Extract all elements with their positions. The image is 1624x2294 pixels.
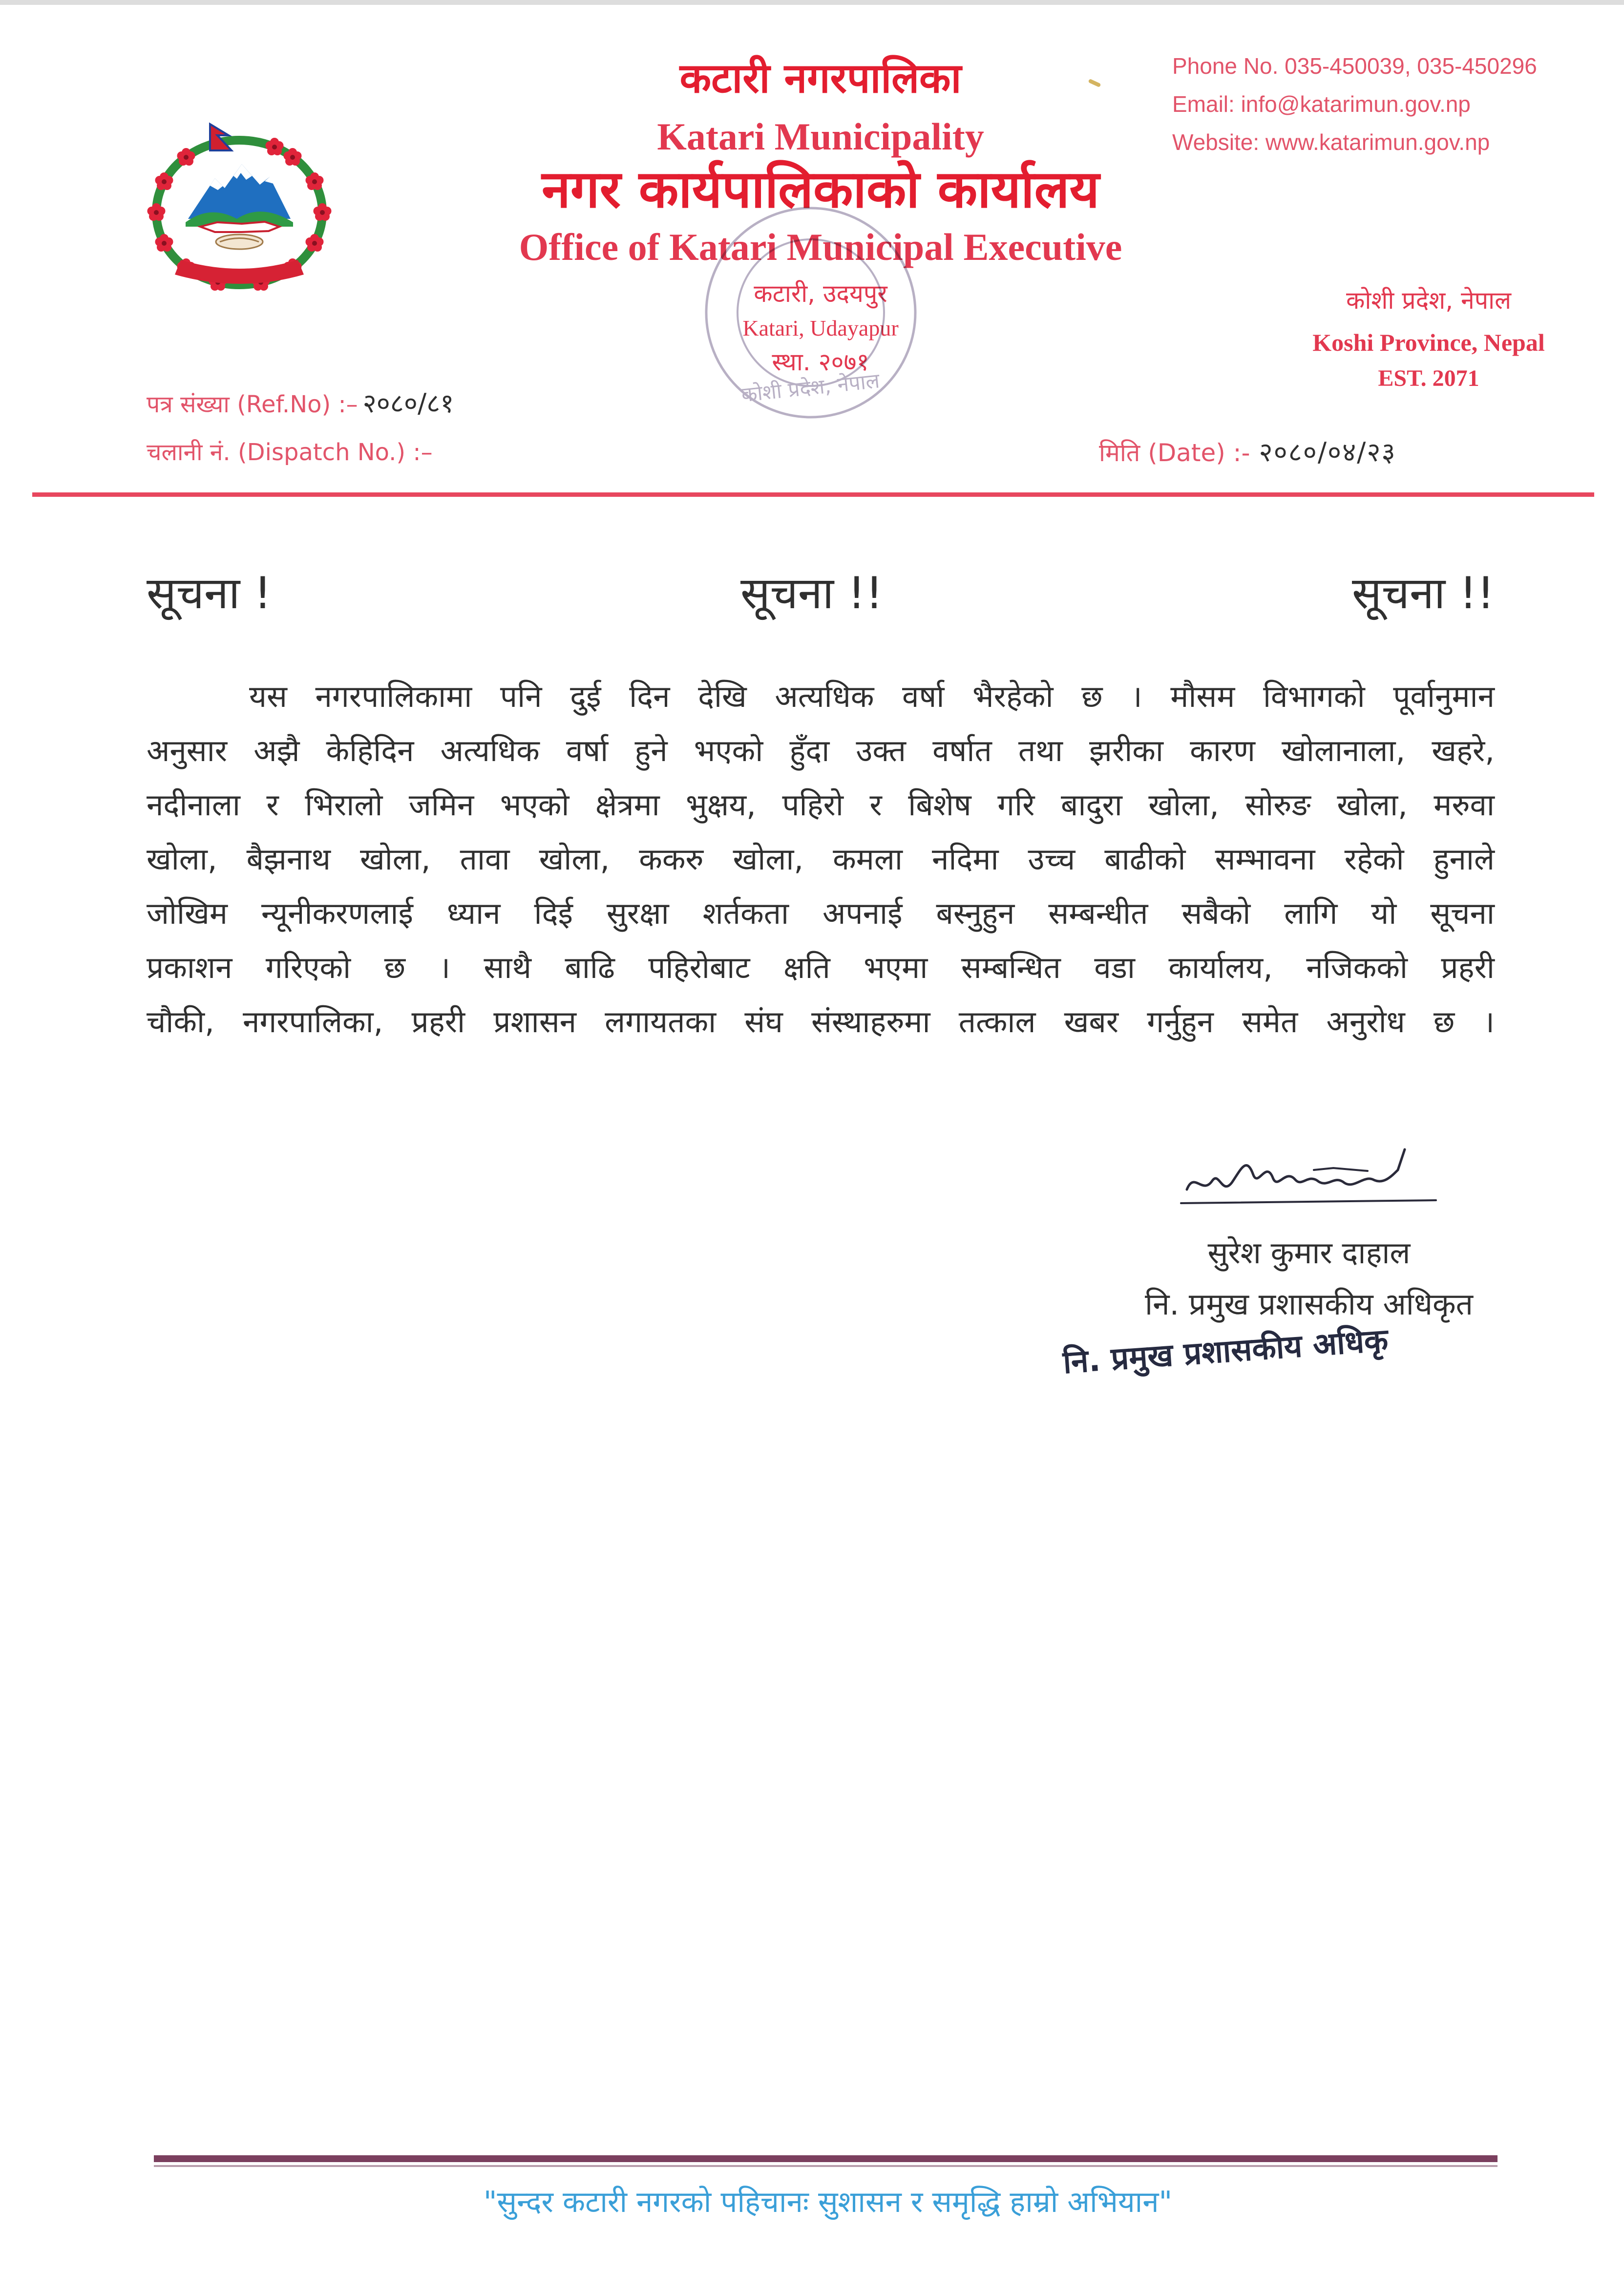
location-english: Katari, Udayapur	[742, 316, 899, 340]
notice-heading-right: सूचना !!	[1351, 568, 1495, 619]
municipality-name-english: Katari Municipality	[657, 115, 984, 158]
stamp-bottom-text: कोशी प्रदेश, नेपाल	[740, 368, 881, 407]
flower	[148, 203, 166, 221]
phone-number: Phone No. 035-450039, 035-450296	[1172, 53, 1537, 79]
signature-stroke	[1314, 1168, 1368, 1171]
body-line: प्रकाशन गरिएको छ । साथै बाढि पहिरोबाट क्षति भएमा सम्बन्धित वडा कार्यालय, नजिकको प्रहरी	[147, 950, 1495, 985]
footer-slogan: "सुन्दर कटारी नगरको पहिचानः सुशासन र समृद्धि हाम्रो अभियान"	[483, 2185, 1173, 2219]
date-value: २०८०/०४/२३	[1259, 437, 1396, 467]
signatory-name: सुरेश कुमार दाहाल	[1207, 1235, 1411, 1271]
designation-rubber-stamp: नि. प्रमुख प्रशासकीय अधिकृ	[1061, 1322, 1390, 1381]
notice-body	[147, 669, 1495, 1049]
email-address: Email: info@katarimun.gov.np	[1172, 91, 1471, 117]
notice-headings	[147, 562, 1495, 625]
body-line: नदीनाला र भिरालो जमिन भएको क्षेत्रमा भुक्षय, पहिरो र बिशेष गरि बादुरा खोला, सोरुङ खोला, मरुवा	[147, 787, 1495, 823]
footer-rule	[154, 2155, 1497, 2162]
reference-number-value: २०८०/८१	[362, 388, 454, 419]
body-line: अनुसार अझै केहिदिन अत्यधिक वर्षा हुने भएको हुँदा उक्त वर्षात तथा झरीका कारण खोलानाला, खहरे,	[147, 733, 1495, 768]
established-nepali: स्था. २०७१	[772, 348, 869, 376]
footer-rule-thin	[154, 2165, 1497, 2167]
handshake-icon	[216, 234, 263, 249]
body-line: खोला, बैझनाथ खोला, तावा खोला, ककरु खोला, कमला नदिमा उच्च बाढीको सम्भावना रहेको हुनाले	[147, 841, 1495, 877]
location-nepali: कटारी, उदयपुर	[754, 279, 887, 308]
flower	[314, 203, 332, 221]
motto-ribbon	[175, 260, 304, 284]
website-address: Website: www.katarimun.gov.np	[1172, 129, 1490, 155]
notice-heading-center: सूचना !!	[740, 568, 883, 619]
province-nepali: कोशी प्रदेश, नेपाल	[1346, 286, 1511, 315]
header-divider	[32, 492, 1594, 497]
office-name-nepali: नगर कार्यपालिकाको कार्यालय	[542, 159, 1099, 219]
date-label: मिति (Date) :-	[1099, 439, 1250, 467]
date-row	[1099, 433, 1396, 472]
reference-number-label: पत्र संख्या (Ref.No) :–	[147, 391, 358, 418]
dispatch-number-label: चलानी नं. (Dispatch No.) :–	[147, 439, 433, 466]
municipality-name-nepali: कटारी नगरपालिका	[679, 54, 962, 102]
dispatch-number-row	[147, 433, 433, 472]
body-line: चौकी, नगरपालिका, प्रहरी प्रशासन लगायतका संघ संस्थाहरुमा तत्काल खबर गर्नुहुन समेत अनुरोध छ ।	[147, 1004, 1495, 1040]
province-english: Koshi Province, Nepal	[1312, 329, 1545, 356]
notice-heading-left: सूचना !	[147, 568, 272, 619]
signature-underline	[1181, 1200, 1436, 1203]
signature-stroke	[1187, 1149, 1405, 1189]
established-english: EST. 2071	[1378, 365, 1479, 391]
scan-edge	[0, 0, 1624, 5]
body-line: यस नगरपालिकामा पनि दुई दिन देखि अत्यधिक वर्षा भैरहेको छ । मौसम विभागको पूर्वानुमान	[249, 679, 1495, 714]
signatory-designation: नि. प्रमुख प्रशासकीय अधिकृत	[1145, 1286, 1473, 1322]
body-line: जोखिम न्यूनीकरणलाई ध्यान दिई सुरक्षा शर्तकता अपनाई बस्नुहुन सम्बन्धीत सबैको लागि यो सूचना	[147, 895, 1495, 931]
nepal-coat-of-arms-emblem	[137, 122, 342, 298]
office-name-english: Office of Katari Municipal Executive	[519, 226, 1122, 268]
handwritten-signature	[1172, 1141, 1455, 1224]
reference-number-row	[147, 384, 454, 424]
nepal-map-icon	[200, 222, 279, 232]
